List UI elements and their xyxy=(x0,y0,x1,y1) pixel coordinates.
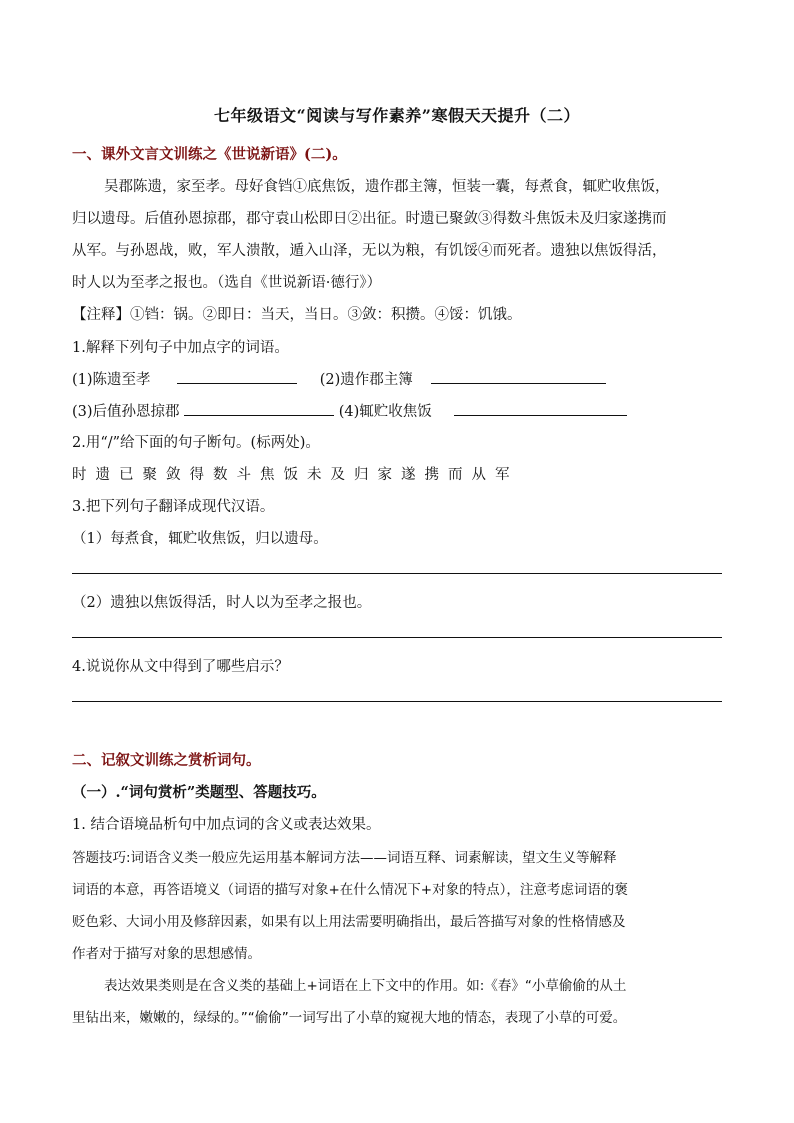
tips-line-1: 答题技巧:词语含义类一般应先运用基本解词方法——词语互释、词素解读，望文生义等解释 xyxy=(72,850,617,866)
q2-sentence: 时遗已聚敛得数斗焦饭未及归家遂携而从军 xyxy=(72,467,519,483)
answer-blank[interactable] xyxy=(184,401,334,416)
passage-line-1: 吴郡陈遗，家至孝。母好食铛①底焦饭，遗作郡主簿，恒装一囊，每煮食，辄贮收焦饭， xyxy=(104,179,670,195)
answer-line[interactable] xyxy=(72,637,722,638)
q3-item-2: （2）遗独以焦饭得活，时人以为至孝之报也。 xyxy=(72,595,372,611)
answer-blank[interactable] xyxy=(177,369,297,384)
effect-line-2: 里钻出来，嫩嫩的，绿绿的。”“偷偷”一词写出了小草的窥视大地的情态，表现了小草的可爱。 xyxy=(72,1010,627,1026)
tips-line-4: 作者对于描写对象的思想感情。 xyxy=(72,946,261,962)
section-1-heading: 一、课外文言文训练之《世说新语》(二)。 xyxy=(72,146,347,163)
question-2: 2.用“/”给下面的句子断句。(标两处)。 xyxy=(72,435,320,451)
answer-line[interactable] xyxy=(72,701,722,702)
subsection-heading: （一）.“词句赏析”类题型、答题技巧。 xyxy=(72,784,326,801)
q1-item-1: (1)陈遗至孝 xyxy=(72,372,151,388)
passage-line-3: 从军。与孙恩战，败，军人溃散，遁入山泽，无以为粮，有饥馁④而死者。遗独以焦饭得活， xyxy=(72,243,667,259)
question-4: 4.说说你从文中得到了哪些启示？ xyxy=(72,659,289,675)
item-1: 1. 结合语境品析句中加点词的含义或表达效果。 xyxy=(72,817,381,833)
q1-item-3: (3)后值孙恩掠郡 xyxy=(72,404,180,420)
q1-row-1 xyxy=(72,368,606,389)
passage-line-2: 归以遗母。后值孙恩掠郡，郡守袁山松即日②出征。时遗已聚敛③得数斗焦饭未及归家遂携而 xyxy=(72,211,667,227)
question-1: 1.解释下列句子中加点字的词语。 xyxy=(72,340,289,356)
q1-item-2: (2)遗作郡主簿 xyxy=(319,372,413,388)
notes: 【注释】①铛：锅。②即日：当天，当日。③敛：积攒。④馁：饥饿。 xyxy=(72,307,522,323)
section-2-heading: 二、记叙文训练之赏析词句。 xyxy=(72,752,261,769)
q3-item-1: （1）每煮食，辄贮收焦饭，归以遗母。 xyxy=(72,531,328,547)
q1-item-4: (4)辄贮收焦饭 xyxy=(338,404,432,420)
tips-line-2: 词语的本意，再答语境义（词语的描写对象+在什么情况下+对象的特点），注意考虑词语的褒 xyxy=(72,882,628,898)
answer-line[interactable] xyxy=(72,573,722,574)
passage-line-4: 时人以为至孝之报也。（选自《世说新语·德行》） xyxy=(72,275,382,291)
effect-line-1: 表达效果类则是在含义类的基础上+词语在上下文中的作用。如:《春》“小草偷偷的从土 xyxy=(104,978,627,994)
page-title: 七年级语文“阅读与写作素养”寒假天天提升（二） xyxy=(214,106,580,125)
answer-blank[interactable] xyxy=(454,401,627,416)
tips-line-3: 贬色彩、大词小用及修辞因素，如果有以上用法需要明确指出，最后答描写对象的性格情感及 xyxy=(72,914,626,930)
q1-row-2 xyxy=(72,400,627,421)
answer-blank[interactable] xyxy=(431,369,606,384)
question-3: 3.把下列句子翻译成现代汉语。 xyxy=(72,499,275,515)
